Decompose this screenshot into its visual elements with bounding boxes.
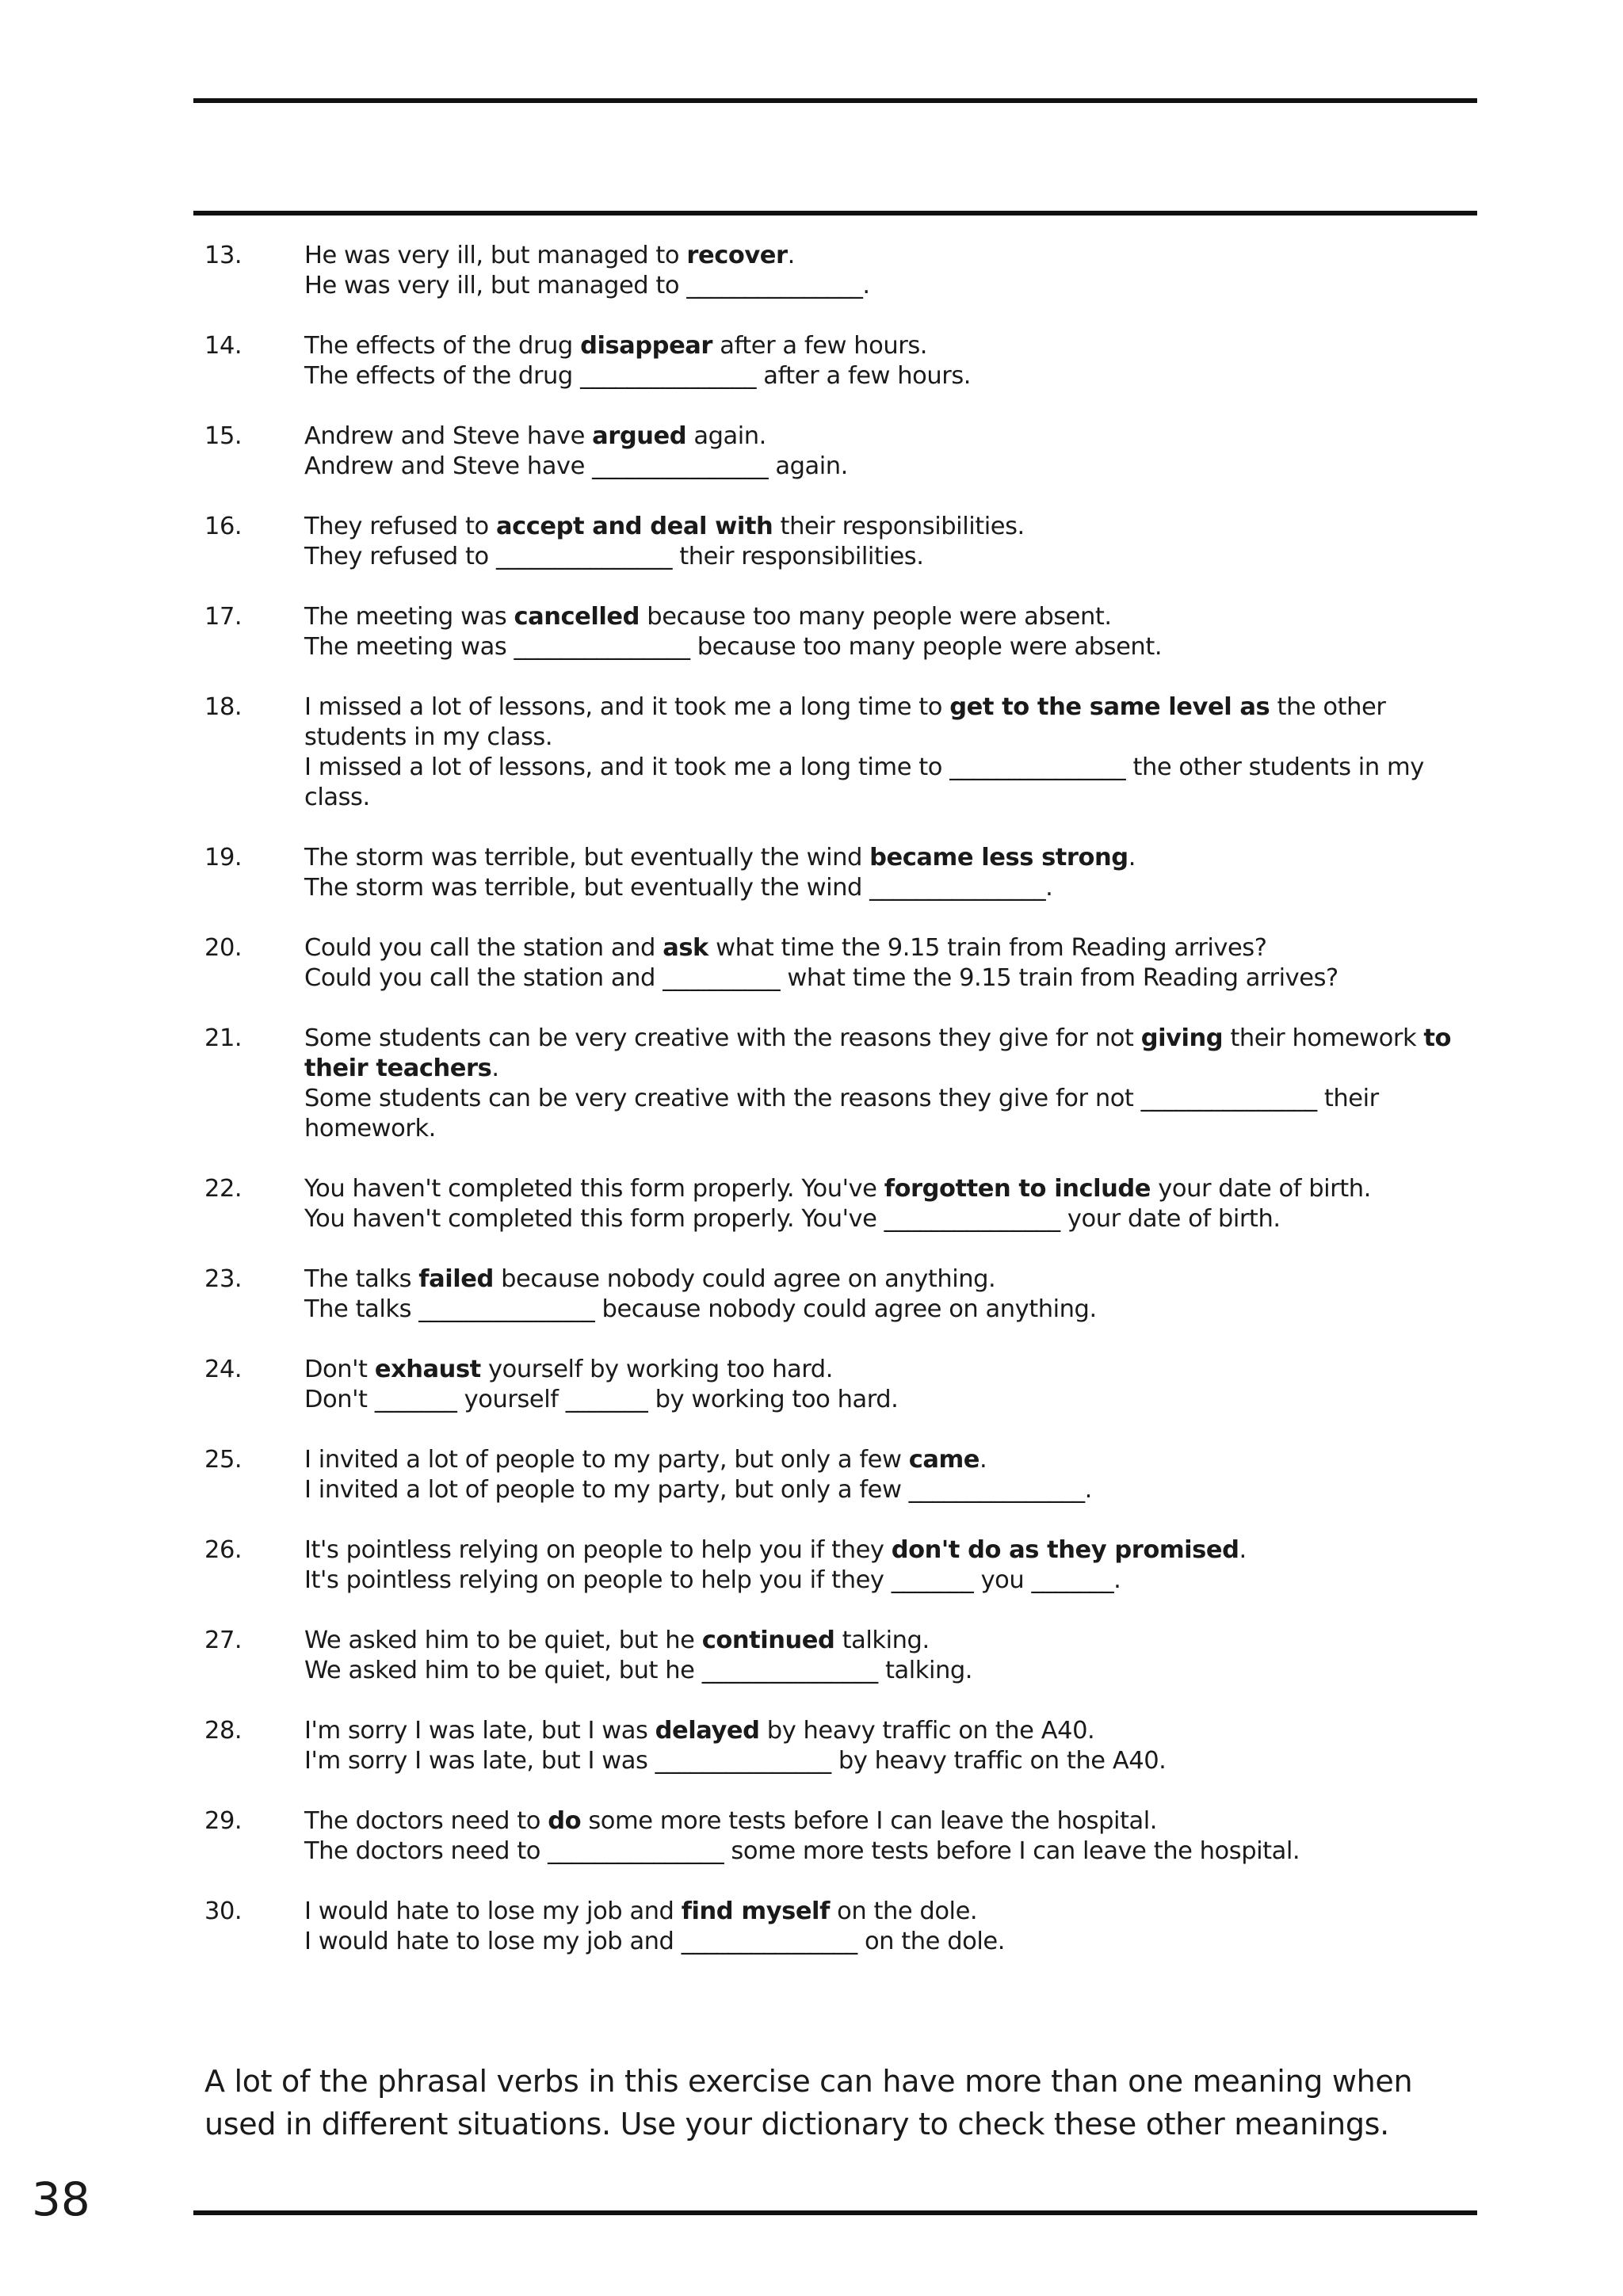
original-sentence (304, 1897, 1472, 1927)
sentence-text: He was very ill, but managed to (304, 242, 687, 269)
sentence-text: I invited a lot of people to my party, but only a few (304, 1446, 909, 1474)
sentence-text: . (980, 1446, 987, 1474)
target-phrase: delayed (655, 1717, 760, 1745)
sentence-text: The meeting was (304, 603, 514, 631)
exercise-item (204, 421, 1472, 482)
original-sentence (304, 421, 1472, 452)
sentence-text: talking. (834, 1627, 930, 1654)
sentence-text: . (1239, 1536, 1247, 1564)
sentence-text: They refused to (304, 513, 496, 540)
target-phrase: disappear (580, 332, 713, 360)
exercise-number: 15. (204, 422, 242, 450)
exercise-item (204, 1535, 1472, 1596)
footer-note: A lot of the phrasal verbs in this exercise can have more than one meaning when used in different situations. Use your dictionary to check these other meanings. (204, 2064, 1413, 2142)
rewrite-sentence: It's pointless relying on people to help you if they _______ you _______. (304, 1566, 1121, 1594)
rewrite-sentence: The doctors need to _______________ some more tests before I can leave the hospital. (304, 1837, 1300, 1865)
exercise-item (204, 692, 1472, 813)
original-sentence (304, 1174, 1472, 1204)
exercise-item (204, 1355, 1472, 1415)
sentence-text: We asked him to be quiet, but he (304, 1627, 702, 1654)
sentence-text: what time the 9.15 train from Reading arrives? (708, 934, 1267, 962)
exercise-item (204, 1264, 1472, 1325)
sentence-text: on the dole. (829, 1897, 978, 1925)
original-sentence (304, 933, 1472, 963)
original-sentence (304, 602, 1472, 632)
target-phrase: don't do as they promised (891, 1536, 1239, 1564)
exercise-number: 29. (204, 1807, 242, 1835)
exercise-number: 13. (204, 242, 242, 269)
exercise-number: 23. (204, 1265, 242, 1293)
exercise-item (204, 933, 1472, 994)
sentence-text: again. (686, 422, 766, 450)
exercise-number: 22. (204, 1175, 242, 1203)
rewrite-sentence: I missed a lot of lessons, and it took me a long time to _______________ the other students in my class. (304, 753, 1424, 811)
sentence-text: . (1128, 844, 1136, 871)
sentence-text: The talks (304, 1265, 419, 1293)
exercise-number: 21. (204, 1024, 242, 1052)
rewrite-sentence: The effects of the drug _______________ after a few hours. (304, 362, 972, 390)
target-phrase: failed (418, 1265, 494, 1293)
exercise-item (204, 1897, 1472, 1957)
rewrite-sentence: He was very ill, but managed to _______________. (304, 272, 870, 299)
original-sentence (304, 1626, 1472, 1656)
exercise-item (204, 1716, 1472, 1776)
exercise-item (204, 1174, 1472, 1234)
sentence-text: because too many people were absent. (640, 603, 1112, 631)
sentence-text: It's pointless relying on people to help you if they (304, 1536, 892, 1564)
original-sentence (304, 1355, 1472, 1385)
sentence-text: I missed a lot of lessons, and it took me a long time to (304, 693, 950, 721)
sentence-text: after a few hours. (712, 332, 928, 360)
rewrite-sentence: Andrew and Steve have _______________ again. (304, 452, 848, 480)
rewrite-sentence: Some students can be very creative with the reasons they give for not _______________ their homework. (304, 1085, 1379, 1142)
rewrite-sentence: Don't _______ yourself _______ by working too hard. (304, 1386, 899, 1413)
exercise-number: 24. (204, 1356, 242, 1383)
sentence-text: some more tests before I can leave the hospital. (581, 1807, 1158, 1835)
target-phrase: do (548, 1807, 582, 1835)
rewrite-sentence: The talks _______________ because nobody could agree on anything. (304, 1295, 1097, 1323)
target-phrase: giving (1140, 1024, 1224, 1052)
sentence-text: because nobody could agree on anything. (493, 1265, 996, 1293)
original-sentence (304, 1535, 1472, 1566)
exercise-item (204, 331, 1472, 391)
exercise-number: 17. (204, 603, 242, 631)
exercise-item (204, 843, 1472, 903)
target-phrase: argued (592, 422, 687, 450)
exercise-number: 30. (204, 1897, 242, 1925)
rewrite-sentence: I would hate to lose my job and _______________ on the dole. (304, 1928, 1005, 1955)
exercise-item (204, 1445, 1472, 1505)
sentence-text: I would hate to lose my job and (304, 1897, 682, 1925)
target-phrase: to their teachers (304, 1024, 1452, 1082)
target-phrase: get to the same level as (949, 693, 1270, 721)
original-sentence (304, 1806, 1472, 1836)
exercise-number: 18. (204, 693, 242, 721)
sentence-text: Some students can be very creative with the reasons they give for not (304, 1024, 1141, 1052)
sentence-text: Andrew and Steve have (304, 422, 593, 450)
target-phrase: accept and deal with (496, 513, 773, 540)
exercise-number: 14. (204, 332, 242, 360)
sentence-text: Could you call the station and (304, 934, 663, 962)
sentence-text: The storm was terrible, but eventually the wind (304, 844, 870, 871)
sentence-text: yourself by working too hard. (480, 1356, 833, 1383)
original-sentence (304, 512, 1472, 542)
header-rule-top (193, 98, 1477, 103)
original-sentence (304, 692, 1472, 753)
footer-rule (193, 2210, 1477, 2215)
original-sentence (304, 1716, 1472, 1746)
exercise-item (204, 602, 1472, 662)
sentence-text: . (787, 242, 795, 269)
exercise-list (204, 241, 1472, 1987)
page-number: 38 (32, 2172, 90, 2226)
sentence-text: You haven't completed this form properly. You've (304, 1175, 884, 1203)
target-phrase: find myself (681, 1897, 830, 1925)
exercise-item (204, 1626, 1472, 1686)
target-phrase: forgotten to include (884, 1175, 1151, 1203)
exercise-item (204, 1024, 1472, 1144)
original-sentence (304, 1445, 1472, 1475)
rewrite-sentence: The storm was terrible, but eventually the wind _______________. (304, 874, 1053, 902)
rewrite-sentence: They refused to _______________ their responsibilities. (304, 543, 924, 570)
target-phrase: ask (663, 934, 708, 962)
exercise-number: 28. (204, 1717, 242, 1745)
exercise-number: 26. (204, 1536, 242, 1564)
exercise-number: 19. (204, 844, 242, 871)
target-phrase: continued (701, 1627, 835, 1654)
original-sentence (304, 331, 1472, 361)
target-phrase: recover (686, 242, 788, 269)
sentence-text: . (491, 1055, 499, 1082)
exercise-number: 16. (204, 513, 242, 540)
exercise-item (204, 1806, 1472, 1867)
target-phrase: came (908, 1446, 980, 1474)
original-sentence (304, 843, 1472, 873)
sentence-text: by heavy traffic on the A40. (759, 1717, 1095, 1745)
original-sentence (304, 241, 1472, 271)
sentence-text: your date of birth. (1151, 1175, 1371, 1203)
header-rule-bottom (193, 211, 1477, 215)
rewrite-sentence: I'm sorry I was late, but I was _______________ by heavy traffic on the A40. (304, 1747, 1167, 1775)
rewrite-sentence: We asked him to be quiet, but he _______________ talking. (304, 1657, 973, 1684)
sentence-text: their responsibilities. (773, 513, 1025, 540)
original-sentence (304, 1264, 1472, 1295)
target-phrase: became less strong (869, 844, 1128, 871)
exercise-item (204, 512, 1472, 572)
target-phrase: cancelled (514, 603, 640, 631)
target-phrase: exhaust (374, 1356, 481, 1383)
rewrite-sentence: Could you call the station and __________ what time the 9.15 train from Reading arrives? (304, 964, 1338, 992)
sentence-text: their homework (1223, 1024, 1424, 1052)
exercise-number: 25. (204, 1446, 242, 1474)
exercise-number: 20. (204, 934, 242, 962)
sentence-text: The effects of the drug (304, 332, 581, 360)
exercise-item (204, 241, 1472, 301)
sentence-text: I'm sorry I was late, but I was (304, 1717, 655, 1745)
sentence-text: the other students in my class. (304, 693, 1386, 751)
sentence-text: The doctors need to (304, 1807, 548, 1835)
original-sentence (304, 1024, 1472, 1084)
rewrite-sentence: The meeting was _______________ because too many people were absent. (304, 633, 1163, 661)
exercise-number: 27. (204, 1627, 242, 1654)
sentence-text: Don't (304, 1356, 375, 1383)
rewrite-sentence: You haven't completed this form properly. You've _______________ your date of birth. (304, 1205, 1281, 1233)
rewrite-sentence: I invited a lot of people to my party, but only a few _______________. (304, 1476, 1092, 1504)
